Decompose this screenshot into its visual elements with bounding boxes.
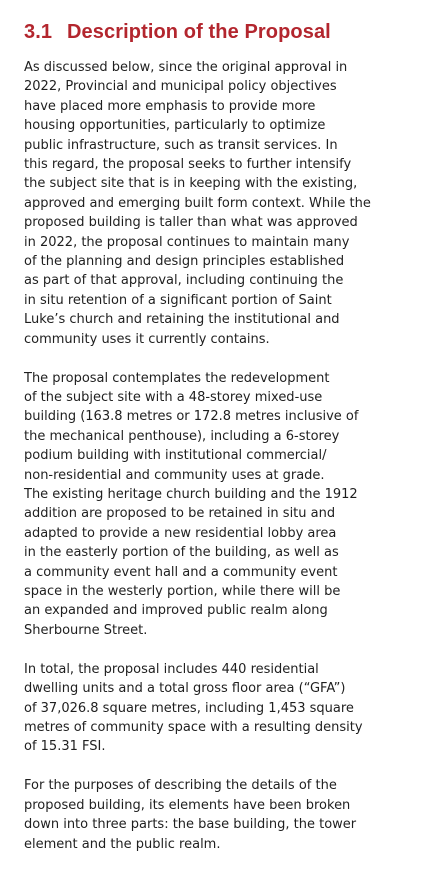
paragraph-line: 2022, Provincial and municipal policy objectives xyxy=(24,79,337,95)
paragraph-line: addition are proposed to be retained in situ and xyxy=(24,506,336,522)
paragraph-line: podium building with institutional commercial/ xyxy=(24,448,327,464)
body-paragraph xyxy=(24,369,416,641)
paragraph-line: have placed more emphasis to provide more xyxy=(24,98,316,114)
paragraph-line: in situ retention of a significant portion of Saint xyxy=(24,292,332,308)
paragraph-line: down into three parts: the base building, the tower xyxy=(24,817,357,833)
paragraph-line: The proposal contemplates the redevelopment xyxy=(24,370,330,386)
paragraph-line: For the purposes of describing the details of the xyxy=(24,778,337,794)
paragraph-line: housing opportunities, particularly to optimize xyxy=(24,118,326,134)
paragraph-line: of 15.31 FSI. xyxy=(24,739,106,755)
section-number: 3.1 xyxy=(24,21,53,43)
paragraph-line: an expanded and improved public realm along xyxy=(24,603,328,619)
paragraph-line: community uses it currently contains. xyxy=(24,331,270,347)
section-body xyxy=(24,58,416,854)
paragraph-line: in 2022, the proposal continues to maintain many xyxy=(24,234,350,250)
paragraph-line: proposed building, its elements have been broken xyxy=(24,797,351,813)
paragraph-line: as part of that approval, including continuing the xyxy=(24,273,344,289)
body-paragraph xyxy=(24,776,416,854)
paragraph-line: public infrastructure, such as transit services. In xyxy=(24,137,338,153)
body-paragraph xyxy=(24,58,416,349)
paragraph-line: Luke’s church and retaining the institutional and xyxy=(24,312,340,328)
paragraph-line: of 37,026.8 square metres, including 1,453 square xyxy=(24,700,354,716)
paragraph-line: dwelling units and a total gross floor area (“GFA”) xyxy=(24,681,346,697)
paragraph-line: metres of community space with a resulting density xyxy=(24,720,363,735)
paragraph-line: the subject site that is in keeping with the existing, xyxy=(24,176,358,192)
paragraph-line: element and the public realm. xyxy=(24,836,221,852)
paragraph-line: approved and emerging built form context. While the xyxy=(24,195,371,211)
paragraph-line: of the subject site with a 48-storey mixed-use xyxy=(24,390,323,405)
paragraph-line: Sherbourne Street. xyxy=(24,622,148,638)
paragraph-line: As discussed below, since the original approval in xyxy=(24,60,348,75)
paragraph-line: The existing heritage church building and the 1912 xyxy=(24,487,358,503)
paragraph-line: non-residential and community uses at grade. xyxy=(24,467,325,483)
paragraph-line: adapted to provide a new residential lobby area xyxy=(24,525,337,541)
paragraph-line: the mechanical penthouse), including a 6-storey xyxy=(24,428,340,444)
paragraph-line: space in the westerly portion, while there will be xyxy=(24,584,341,600)
section-heading xyxy=(24,18,416,46)
document-page xyxy=(24,18,416,873)
paragraph-line: building (163.8 metres or 172.8 metres inclusive of xyxy=(24,409,359,425)
paragraph-line: in the easterly portion of the building, as well as xyxy=(24,545,339,561)
paragraph-line: In total, the proposal includes 440 residential xyxy=(24,661,319,677)
section-title: Description of the Proposal xyxy=(67,21,331,43)
paragraph-line: this regard, the proposal seeks to further intensify xyxy=(24,157,352,173)
paragraph-line: proposed building is taller than what was approved xyxy=(24,215,358,231)
body-paragraph xyxy=(24,660,416,757)
paragraph-line: a community event hall and a community event xyxy=(24,564,338,580)
paragraph-line: of the planning and design principles established xyxy=(24,254,345,270)
